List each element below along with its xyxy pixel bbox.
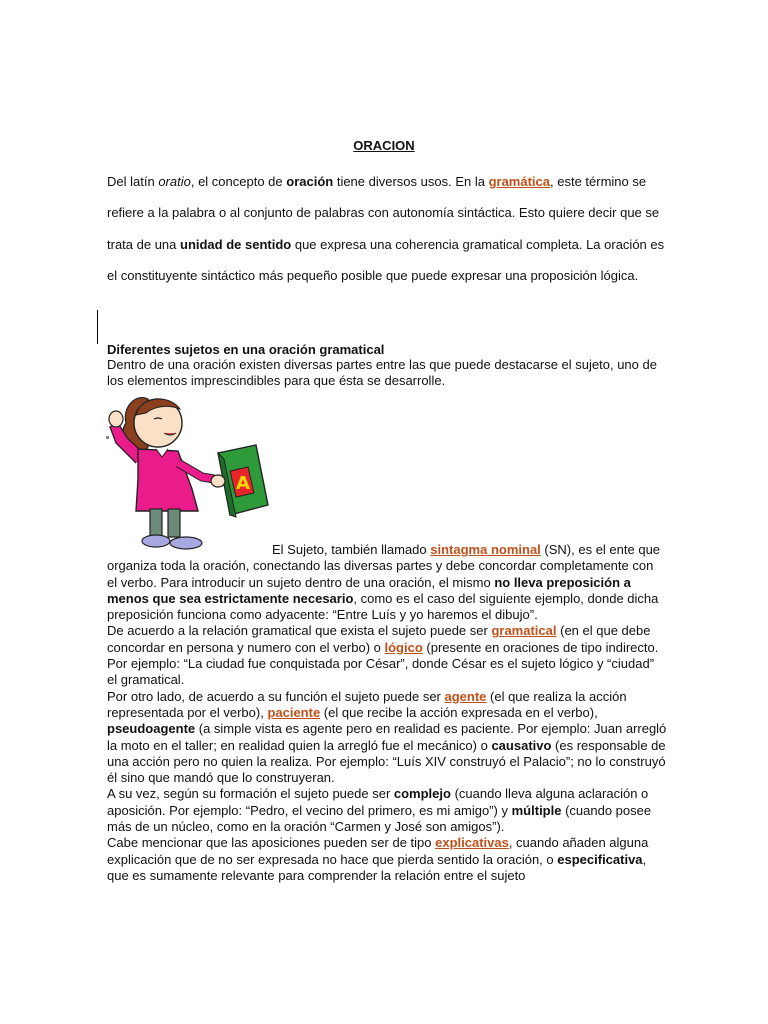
link-gramatica[interactable]: gramática <box>488 174 550 189</box>
document-title: ORACION <box>353 138 415 153</box>
text-run: (a simple vista es agente pero en realidad es paciente. Por ejemplo: Juan arregló la moto en el taller; en realidad quien la arregló fue el mecánico) o <box>107 721 667 753</box>
bold-term: pseudoagente <box>107 721 196 737</box>
paragraph-relacion <box>107 623 667 688</box>
text-run: Cabe mencionar que las aposiciones pueden ser de tipo <box>107 835 436 851</box>
link-agente[interactable]: agente <box>444 688 487 704</box>
text-run: (el que recibe la acción expresada en el verbo), <box>320 704 598 720</box>
text-run: (cuando posee más de un núcleo, como en la oración “Carmen y José son amigos”). <box>107 802 652 835</box>
text-run: , como es el caso del siguiente ejemplo, donde dicha preposición funciona como adyacente: “Entre Luís y yo haremos el dibujo”. <box>107 590 659 623</box>
text-run: Del latín <box>107 174 159 189</box>
section-heading: Diferentes sujetos en una oración gramatical <box>107 342 385 357</box>
bold-term: unidad de sentido <box>180 236 292 252</box>
text-run: Por otro lado, de acuerdo a su función el sujeto puede ser <box>107 688 445 704</box>
text-run: (en el que debe concordar en persona y numero con el verbo) o <box>107 623 651 655</box>
text-run: El Sujeto, también llamado <box>272 542 431 557</box>
link-gramatical[interactable]: gramatical <box>491 623 557 639</box>
body-text <box>107 542 667 884</box>
text-run: De acuerdo a la relación gramatical que exista el sujeto puede ser <box>107 623 492 639</box>
link-paciente[interactable]: paciente <box>267 704 321 720</box>
bold-term: especificativa <box>557 851 643 867</box>
link-logico[interactable]: lógico <box>384 639 423 655</box>
text-run: tiene diversos usos. En la <box>333 174 489 189</box>
girl-reading-book-illustration-icon <box>106 393 276 555</box>
paragraph-aposiciones <box>107 835 667 884</box>
text-run: (presente en oraciones de tipo indirecto. Por ejemplo: “La ciudad fue conquistada por César”, donde César es el sujeto lógico y “ciudad” el gramatical. <box>107 639 659 688</box>
text-run: (SN), es el ente que organiza toda la oración, conectando las diversas partes y debe concordar completamente con el verbo. Para introducir un sujeto dentro de una oración, el mismo <box>107 542 661 590</box>
book-letter: A <box>236 473 250 494</box>
paragraph-formacion <box>107 786 667 835</box>
section-intro-paragraph: Dentro de una oración existen diversas partes entre las que puede destacarse el sujeto, uno de los elementos imprescindibles para que ésta se desarrolle. <box>107 357 657 389</box>
bold-term: oración <box>286 174 334 189</box>
bold-term: complejo <box>393 786 451 802</box>
text-run: A su vez, según su formación el sujeto puede ser <box>107 786 394 802</box>
paragraph-funcion <box>107 689 667 787</box>
text-run: que expresa una coherencia gramatical completa. La oración es el constituyente sintáctico más pequeño posible que puede expresar una proposición lógica. <box>107 236 665 284</box>
link-explicativas[interactable]: explicativas <box>435 835 509 851</box>
paragraph-sujeto <box>107 542 667 623</box>
bold-term: múltiple <box>511 802 562 818</box>
text-cursor <box>97 310 98 344</box>
bold-term: causativo <box>491 737 552 753</box>
text-run: (es responsable de una acción pero no quien la realiza. Por ejemplo: “Luís XIV construyó el Palacio”; no lo construyó él sino que mandó que lo construyeran. <box>107 737 666 786</box>
text-run: , que es sumamente relevante para comprender la relación entre el sujeto <box>107 851 647 883</box>
text-run: , cuando añaden alguna explicación que de no ser expresada no hace que pierda sentido la oración, o <box>107 835 649 867</box>
bold-term: no lleva preposición a menos que sea estrictamente necesario <box>107 574 631 606</box>
text-run: (cuando lleva alguna aclaración o aposición. Por ejemplo: “Pedro, el vecino del primero, es mi amigo”) y <box>107 786 649 818</box>
text-run: , este término se refiere a la palabra o al conjunto de palabras con autonomía sintáctica. Esto quiere decir que se trata de una <box>107 174 660 252</box>
intro-paragraph <box>107 166 667 292</box>
text-run: (el que realiza la acción representada por el verbo), <box>107 688 627 720</box>
link-sintagma-nominal[interactable]: sintagma nominal <box>430 542 541 557</box>
italic-term: oratio <box>158 174 191 189</box>
text-run: , el concepto de <box>190 174 287 189</box>
